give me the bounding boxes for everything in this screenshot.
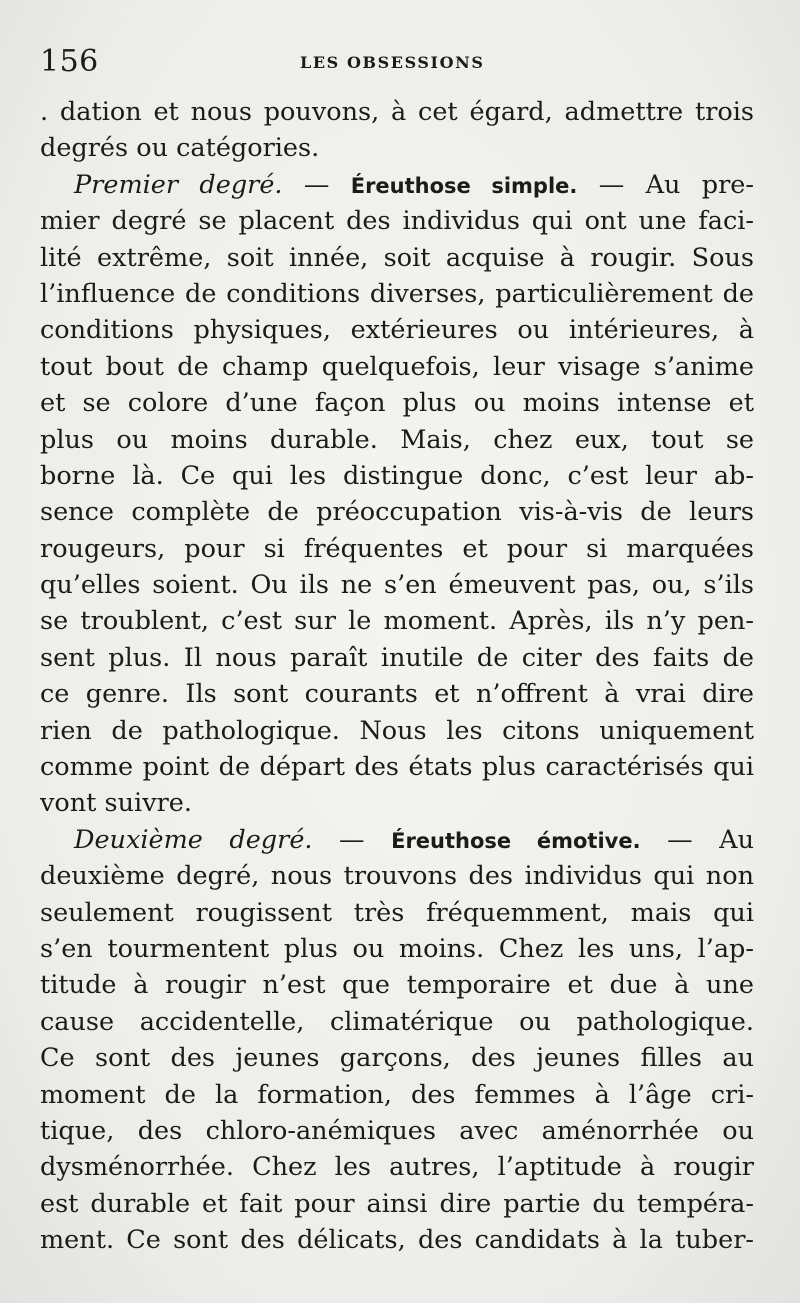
section-subtitle: Éreuthose simple. [350,173,578,198]
text-line: est durable et fait pour ainsi dire partie du tempéra- [40,1188,754,1219]
text-line: mier degré se placent des individus qui ont une faci- [40,206,754,237]
text-line: qu’elles soient. Ou ils ne s’en émeuvent pas, ou, s’ils [40,570,754,601]
text-line: l’influence de conditions diverses, particulièrement de [40,278,754,309]
text-line: moment de la formation, des femmes à l’âge cri- [40,1079,754,1110]
text-line: lité extrême, soit innée, soit acquise à rougir. Sous [40,242,754,273]
text-line: plus ou moins durable. Mais, chez eux, tout se [40,424,754,455]
text-line: deuxième degré, nous trouvons des individus qui non [40,861,754,892]
text-line: Ce sont des jeunes garçons, des jeunes filles au [40,1043,754,1074]
text-segment: — Au pre- [577,169,754,200]
text-line: cause accidentelle, climatérique ou pathologique. [40,1006,754,1037]
section-heading: Deuxième degré. [74,824,313,855]
running-head [40,42,760,82]
section-subtitle: Éreuthose émotive. [391,828,641,853]
body-text [40,94,754,1259]
section-heading: Premier degré. [74,169,283,200]
text-line: se troublent, c’est sur le moment. Après, ils n’y pen- [40,606,754,637]
text-line [40,167,754,203]
text-line: comme point de départ des états plus caractérisés qui [40,752,754,783]
text-line: degrés ou catégories. [40,133,320,164]
text-line: tique, des chloro-anémiques avec aménorrhée ou [40,1115,754,1146]
running-title: LES OBSESSIONS [300,53,485,72]
text-line: seulement rougissent très fréquemment, mais qui [40,897,754,928]
text-line: sent plus. Il nous paraît inutile de citer des faits de [40,642,754,673]
text-line: dysménorrhée. Chez les autres, l’aptitude à rougir [40,1152,754,1183]
text-line: titude à rougir n’est que temporaire et due à une [40,970,754,1001]
text-line [40,822,754,858]
text-line: ment. Ce sont des délicats, des candidats à la tuber- [40,1225,754,1256]
text-line: . dation et nous pouvons, à cet égard, admettre trois [40,97,754,127]
text-segment: — Au [640,824,754,855]
text-line: borne là. Ce qui les distingue donc, c’est leur ab- [40,460,754,491]
text-line: tout bout de champ quelquefois, leur visage s’anime [40,351,754,382]
page-number: 156 [40,44,99,79]
text-line: et se colore d’une façon plus ou moins intense et [40,388,754,419]
text-line: vont suivre. [40,788,192,819]
text-line: ce genre. Ils sont courants et n’offrent à vrai dire [40,679,754,710]
text-line: rien de pathologique. Nous les citons uniquement [40,715,754,746]
text-segment: — [282,169,351,200]
text-line: conditions physiques, extérieures ou intérieures, à [40,315,754,346]
text-line: sence complète de préoccupation vis-à-vis de leurs [40,497,754,528]
text-line: s’en tourmentent plus ou moins. Chez les uns, l’ap- [40,933,754,964]
text-line: rougeurs, pour si fréquentes et pour si marquées [40,533,754,564]
text-segment: — [312,824,392,855]
